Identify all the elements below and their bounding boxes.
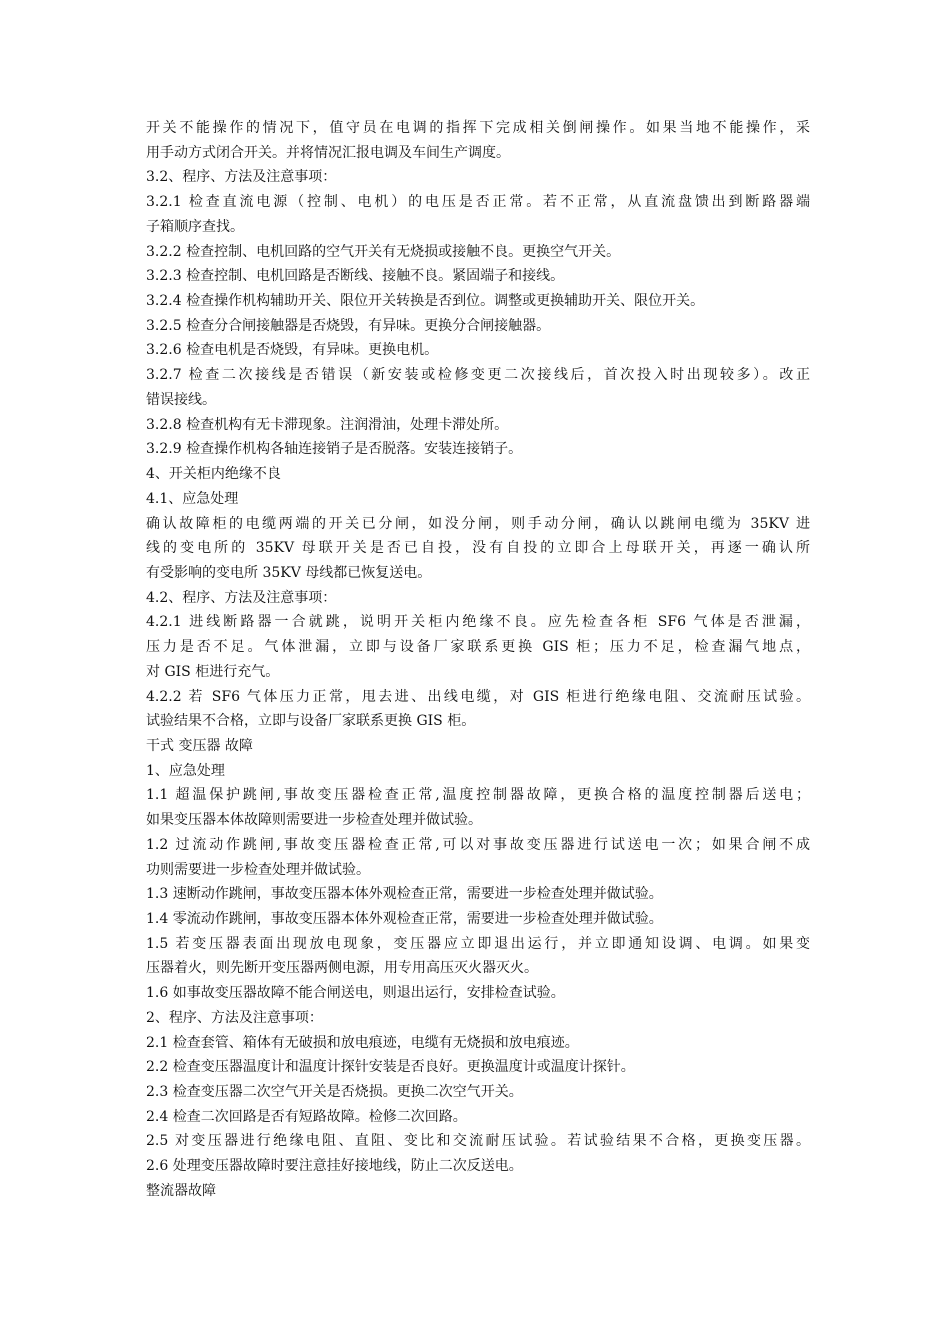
text-line: 2.5 对变压器进行绝缘电阻、直阻、变比和交流耐压试验。若试验结果不合格，更换变压器。 [146,1133,810,1150]
text-line: 3.2.6 检查电机是否烧毁，有异味。更换电机。 [146,342,439,359]
text-line: 3.2、程序、方法及注意事项： [146,169,337,186]
text-line: 3.2.3 检查控制、电机回路是否断线、接触不良。紧固端子和接线。 [146,268,565,285]
text-line: 1.2 过流动作跳闸,事故变压器检查正常,可以对事故变压器进行试送电一次；如果合闸不成 [146,836,810,853]
text-line: 整流器故障 [146,1182,216,1199]
text-line: 压器着火，则先断开变压器两侧电源，用专用高压灭火器灭火。 [146,960,538,977]
text-line: 2、程序、方法及注意事项： [146,1009,323,1026]
text-line: 2.3 检查变压器二次空气开关是否烧损。更换二次空气开关。 [146,1084,523,1101]
text-line: 2.4 检查二次回路是否有短路故障。检修二次回路。 [146,1108,467,1125]
text-line: 确认故障柜的电缆两端的开关已分闸，如没分闸，则手动分闸，确认以跳闸电缆为 35KV 进 [146,515,810,532]
text-line: 功则需要进一步检查处理并做试验。 [146,861,370,878]
text-line: 试验结果不合格，立即与设备厂家联系更换 GIS 柜。 [146,713,476,730]
text-line: 1.4 零流动作跳闸，事故变压器本体外观检查正常，需要进一步检查处理并做试验。 [146,911,663,927]
text-line: 4.2.2 若 SF6 气体压力正常，甩去进、出线电缆，对 GIS 柜进行绝缘电阻、交流耐压试验。 [146,688,810,705]
document-page [146,116,810,1204]
text-line: 压力是否不足。气体泄漏，立即与设备厂家联系更换 GIS 柜；压力不足，检查漏气地点， [146,639,810,656]
text-line: 开关不能操作的情况下，值守员在电调的指挥下完成相关倒闸操作。如果当地不能操作，采 [146,120,810,136]
text-line: 线的变电所的 35KV 母联开关是否已自投，没有自投的立即合上母联开关，再逐一确认所 [146,540,810,557]
text-line: 3.2.4 检查操作机构辅助开关、限位开关转换是否到位。调整或更换辅助开关、限位开关。 [146,293,705,310]
text-line: 对 GIS 柜进行充气。 [146,663,280,680]
text-line: 子箱顺序查找。 [146,218,244,235]
text-line: 有受影响的变电所 35KV 母线都已恢复送电。 [146,564,432,581]
text-line: 4.2、程序、方法及注意事项： [146,589,337,606]
text-line: 1.1 超温保护跳闸,事故变压器检查正常,温度控制器故障，更换合格的温度控制器后送电； [146,787,810,804]
text-line: 1.6 如事故变压器故障不能合闸送电，则退出运行，安排检查试验。 [146,985,565,1002]
text-line: 3.2.5 检查分合闸接触器是否烧毁，有异味。更换分合闸接触器。 [146,317,551,334]
text-line: 2.1 检查套管、箱体有无破损和放电痕迹，电缆有无烧损和放电痕迹。 [146,1034,579,1051]
text-line: 2.2 检查变压器温度计和温度计探针安装是否良好。更换温度计或温度计探针。 [146,1059,635,1076]
text-line: 用手动方式闭合开关。并将情况汇报电调及车间生产调度。 [146,144,510,161]
text-line: 干式 变压器 故障 [146,737,253,754]
text-line: 3.2.8 检查机构有无卡滞现象。注润滑油，处理卡滞处所。 [146,416,509,433]
text-line: 3.2.7 检查二次接线是否错误（新安装或检修变更二次接线后，首次投入时出现较多）。改正 [146,367,810,384]
text-line: 3.2.2 检查控制、电机回路的空气开关有无烧损或接触不良。更换空气开关。 [146,243,621,260]
text-line: 3.2.1 检查直流电源（控制、电机）的电压是否正常。若不正常，从直流盘馈出到断路器端 [146,194,810,211]
text-line: 1、应急处理 [146,762,225,779]
text-line: 3.2.9 检查操作机构各轴连接销子是否脱落。安装连接销子。 [146,441,523,458]
text-line: 4.2.1 进线断路器一合就跳，说明开关柜内绝缘不良。应先检查各柜 SF6 气体是否泄漏， [146,614,810,631]
text-line: 错误接线。 [146,391,216,408]
text-line: 1.3 速断动作跳闸，事故变压器本体外观检查正常，需要进一步检查处理并做试验。 [146,886,663,903]
text-line: 4.1、应急处理 [146,490,239,507]
text-line: 如果变压器本体故障则需要进一步检查处理并做试验。 [146,812,482,829]
text-line: 4、开关柜内绝缘不良 [146,466,281,483]
text-line: 1.5 若变压器表面出现放电现象，变压器应立即退出运行，并立即通知设调、电调。如果变 [146,935,810,952]
text-line: 2.6 处理变压器故障时要注意挂好接地线，防止二次反送电。 [146,1158,523,1175]
